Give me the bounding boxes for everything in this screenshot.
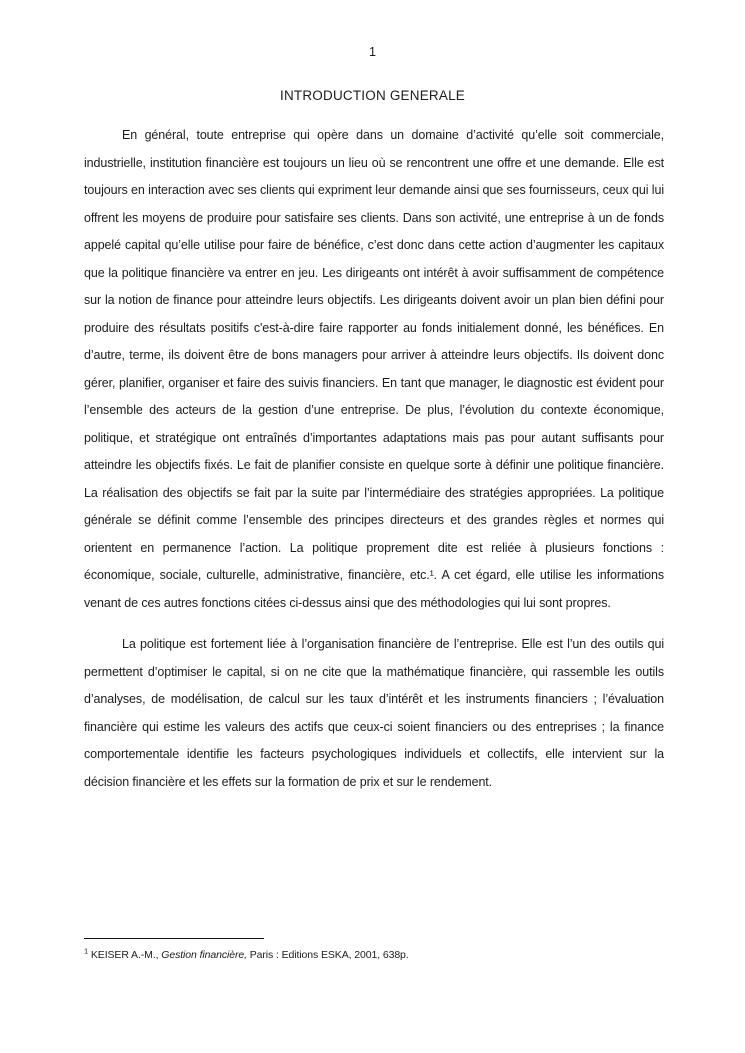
paragraph-1: En général, toute entreprise qui opère dans un domaine d’activité qu’elle soit commerciale, industrielle, institution financière est toujours un lieu où se rencontrent une offre et une demande. Elle est toujours en interaction avec ses clients qui expriment leur demande ainsi que ses fournisseurs, ceux qui lui offrent les moyens de produire pour satisfaire ses clients. Dans son activité, une entreprise à un de fonds appelé capital qu’elle utilise pour faire de bénéfice, c’est donc dans cette action d’augmenter les capitaux que la politique financière va entrer en jeu. Les dirigeants ont intérêt à avoir suffisamment de compétence sur la notion de finance pour atteindre leurs objectifs. Les dirigeants doivent avoir un plan bien défini pour produire des résultats positifs c'est-à-dire faire rapporter au fonds initialement donné, les bénéfices. En d’autre, terme, ils doivent être de bons managers pour arriver à atteindre leurs objectifs. Ils doivent donc gérer, planifier, organiser et faire des suivis financiers. En tant que manager, le diagnostic est évident pour l’ensemble des acteurs de la gestion d’une entreprise. De plus, l’évolution du contexte économique, politique, et stratégique ont entraînés d’importantes adaptations mais pas pour autant suffisants pour atteindre les objectifs fixés. Le fait de planifier consiste en quelque sorte à définir une politique financière. La réalisation des objectifs se fait par la suite par l’intermédiaire des stratégies appropriées. La politique générale se définit comme l’ensemble des principes directeurs et des grandes règles et normes qui orientent en permanence l’action. La politique proprement dite est reliée à plusieurs fonctions : économique, sociale, culturelle, administrative, financière, etc.¹. A cet égard, elle utilise les informations venant de ces autres fonctions citées ci-dessus ainsi que des méthodologies qui lui sont propres. [84,128,664,610]
footnote-marker: 1 [84,946,89,956]
page-title: INTRODUCTION GENERALE [280,88,465,103]
page-number: 1 [369,45,376,59]
footnote-separator [84,938,264,939]
footnote-author: KEISER A.-M., [90,949,162,961]
footnote-area [84,938,664,963]
paragraph-2: La politique est fortement liée à l’organisation financière de l’entreprise. Elle est l’un des outils qui permettent d’optimiser le capital, si on ne cite que la mathématique financière, qui rassemble les outils d’analyses, de modélisation, de calcul sur les taux d’intérêt et les instruments financiers ; l’évaluation financière qui estime les valeurs des actifs que ceux-ci soient financiers ou des entreprises ; la finance comportementale identifie les facteurs psychologiques individuels et collectifs, elle intervient sur la décision financière et les effets sur la formation de prix et sur le rendement. [84,637,664,789]
footnote-publication: Paris : Editions ESKA, 2001, 638p. [246,949,409,961]
footnote [84,948,664,963]
footnote-work-title: Gestion financière, [161,949,247,961]
document-body [84,122,664,796]
